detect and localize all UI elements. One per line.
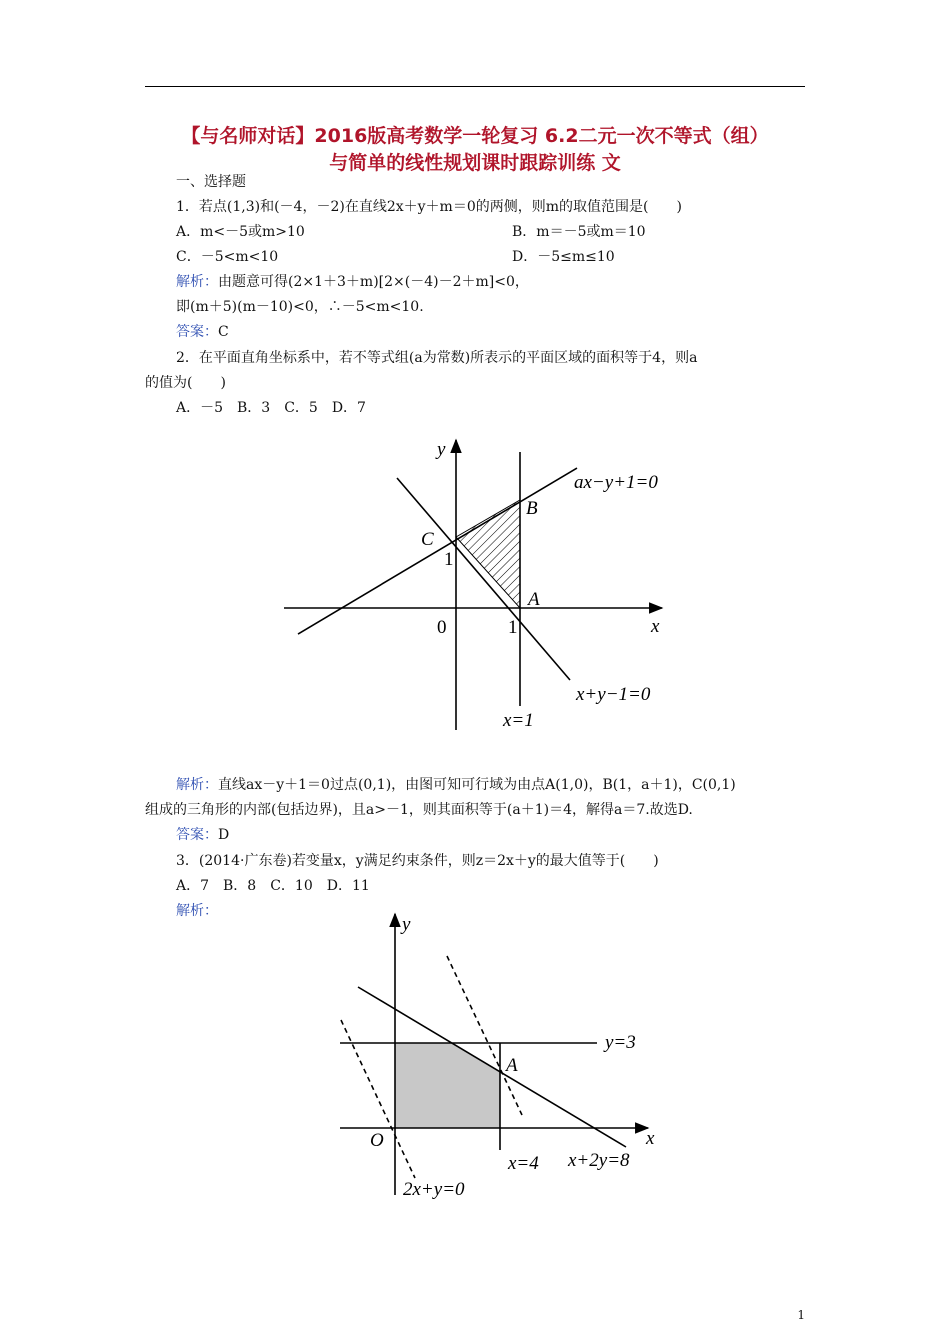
q2-options: A．－5 B．3 C．5 D．7 <box>176 400 366 416</box>
q2-answer-value: D <box>218 827 230 843</box>
q2-answer-label: 答案： <box>176 827 218 843</box>
q1-stem: 1．若点(1,3)和(－4，－2)在直线2x＋y＋m＝0的两侧，则m的取值范围是( ) <box>176 199 682 215</box>
fig2-x-label: x <box>646 1128 655 1149</box>
q1-analysis-label: 解析： <box>176 274 218 290</box>
q1-answer-value: C <box>218 324 229 340</box>
fig1-line-ax-label: ax−y+1=0 <box>574 472 658 493</box>
q3-stem: 3．(2014·广东卷)若变量x，y满足约束条件，则z＝2x＋y的最大值等于( ) <box>176 853 659 869</box>
fig1-point-b: B <box>526 498 538 519</box>
fig2-y-label: y <box>402 914 411 935</box>
feasible-region-hatched <box>456 500 520 608</box>
q2-stem-cont: 的值为( ) <box>145 375 226 391</box>
fig1-tick-1-y: 1 <box>444 549 454 570</box>
fig1-point-c: C <box>421 529 434 550</box>
feasible-region-shaded <box>395 1043 500 1128</box>
q2-analysis-text: 直线ax－y＋1＝0过点(0,1)，由图可知可行域为由点A(1,0)，B(1，a＋1)，C(0,1) <box>218 777 736 793</box>
q1-option-c: C．－5<m<10 <box>176 249 279 265</box>
q1-option-a: A．m<－5或m>10 <box>176 224 305 240</box>
q1-answer-label: 答案： <box>176 324 218 340</box>
fig2-point-a: A <box>506 1055 518 1076</box>
q2-analysis-cont: 组成的三角形的内部(包括边界)，且a>－1，则其面积等于(a＋1)＝4，解得a＝7.故选D. <box>145 802 693 818</box>
q1-analysis-text: 由题意可得(2×1＋3＋m)[2×(－4)－2＋m]<0， <box>218 274 529 290</box>
q1-analysis-cont: 即(m＋5)(m－10)<0，∴－5<m<10. <box>176 299 424 315</box>
q2-stem: 2．在平面直角坐标系中，若不等式组(a为常数)所表示的平面区域的面积等于4，则a <box>176 350 698 366</box>
page-number: 1 <box>797 1308 805 1322</box>
fig1-y-label: y <box>437 439 446 460</box>
fig1-line-x1-label: x=1 <box>503 710 534 731</box>
fig2-line-y3-label: y=3 <box>605 1032 636 1053</box>
fig1-line-xy-label: x+y−1=0 <box>576 684 651 705</box>
fig1-tick-1-x: 1 <box>508 617 518 638</box>
q3-analysis-label: 解析： <box>176 903 218 919</box>
fig2-line-x4-label: x=4 <box>508 1153 539 1174</box>
fig2-line-2xy-label: 2x+y=0 <box>403 1179 465 1200</box>
fig1-point-a: A <box>528 589 540 610</box>
doc-title-line1: 【与名师对话】2016版高考数学一轮复习 6.2二元一次不等式（组） <box>181 125 769 147</box>
line-x-plus-y-minus-1 <box>397 478 570 680</box>
q1-option-b: B．m＝－5或m＝10 <box>512 224 646 240</box>
section-heading: 一、选择题 <box>176 174 246 190</box>
q3-options: A．7 B．8 C．10 D．11 <box>176 878 370 894</box>
q2-analysis-label: 解析： <box>176 777 218 793</box>
q1-option-d: D．－5≤m≤10 <box>512 249 615 265</box>
fig1-x-label: x <box>651 616 660 637</box>
fig1-origin: 0 <box>437 617 447 638</box>
doc-title-line2: 与简单的线性规划课时跟踪训练 文 <box>329 152 621 174</box>
fig2-origin: O <box>370 1130 384 1151</box>
fig2-line-x2y-label: x+2y=8 <box>568 1150 630 1171</box>
q2-answer <box>176 825 229 845</box>
q2-analysis <box>176 775 736 795</box>
